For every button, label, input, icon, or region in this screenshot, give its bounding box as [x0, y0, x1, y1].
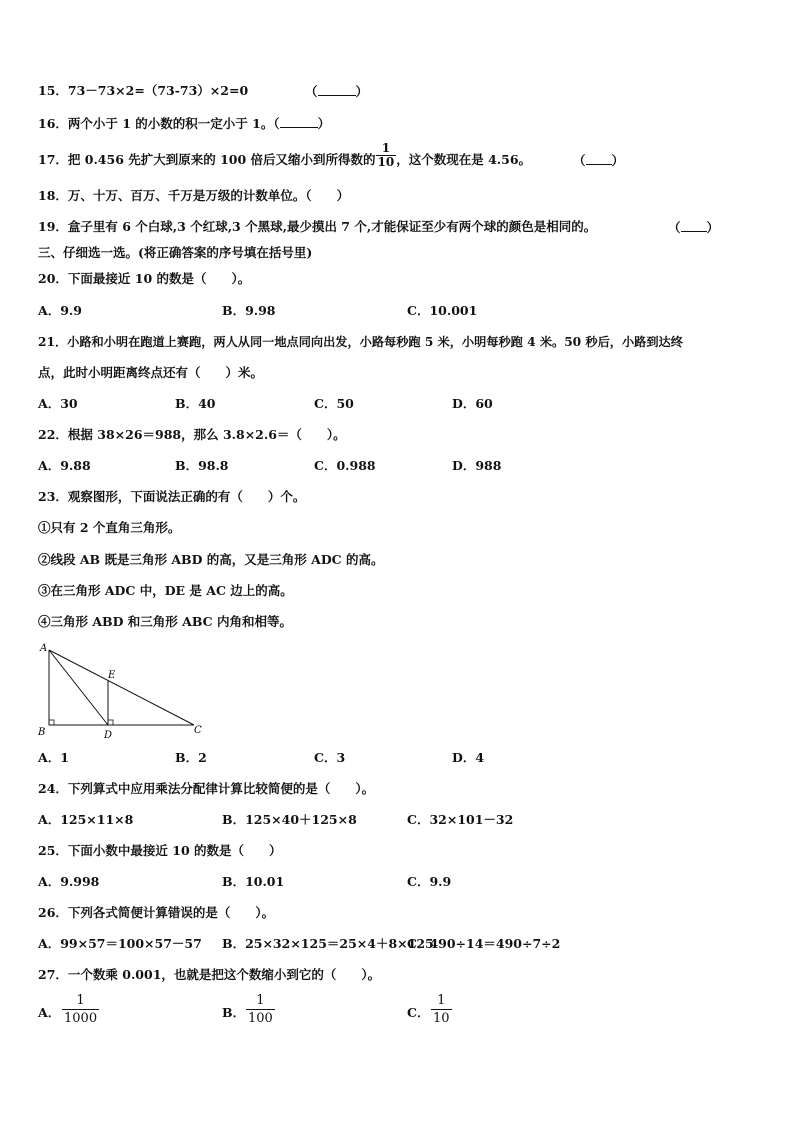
q23-option-b[interactable]: B．2	[175, 750, 207, 765]
q27-option-a-fraction[interactable]: $\frac{1}{1000}$	[64, 993, 98, 1026]
q27-option-a-label[interactable]: A．	[38, 1005, 61, 1020]
question-26: 26．下列各式简便计算错误的是（ ）。	[38, 905, 275, 920]
q27-option-c-label[interactable]: C．	[407, 1005, 430, 1020]
q20-option-b[interactable]: B．9.98	[222, 303, 276, 318]
question-17: 17．把 0.456 先扩大到原来的 100 倍后又缩小到所得数的 $\frac{1}{10}$ ，这个数现在是 4.56。	[38, 141, 532, 169]
label-b: B	[38, 727, 46, 738]
q22-option-d[interactable]: D．988	[452, 458, 502, 473]
answer-blank-19[interactable]: （ ）	[668, 220, 720, 235]
q25-option-a[interactable]: A．9.998	[38, 874, 100, 889]
q27-option-b-fraction[interactable]: $\frac{1}{100}$	[248, 993, 273, 1026]
q21-option-b[interactable]: B．40	[175, 396, 216, 411]
question-24: 24．下列算式中应用乘法分配律计算比较简便的是（ ）。	[38, 781, 375, 796]
q25-option-c[interactable]: C．9.9	[407, 874, 452, 889]
q26-option-b[interactable]: B．25×32×125＝25×4＋8×125	[222, 936, 434, 951]
q26-option-c[interactable]: C．490÷14＝490÷7÷2	[407, 936, 561, 951]
label-d: D	[104, 730, 113, 741]
q22-option-c[interactable]: C．0.988	[314, 458, 376, 473]
label-e: E	[108, 670, 116, 681]
segment-ad	[49, 650, 108, 725]
question-15: 15．73－73×2=（73-73）×2=0	[38, 83, 249, 98]
q21-option-a[interactable]: A．30	[38, 396, 78, 411]
q20-option-c[interactable]: C．10.001	[407, 303, 478, 318]
q27-option-b-label[interactable]: B．	[222, 1005, 246, 1020]
q24-option-c[interactable]: C．32×101－32	[407, 812, 514, 827]
answer-blank-16[interactable]	[280, 115, 318, 128]
triangle-figure	[34, 640, 214, 744]
q26-option-a[interactable]: A．99×57＝100×57－57	[38, 936, 202, 951]
q22-option-b[interactable]: B．98.8	[175, 458, 229, 473]
question-22: 22．根据 38×26＝988，那么 3.8×2.6＝（ ）。	[38, 427, 346, 442]
question-21-cont: 点，此时小明距离终点还有（ ）米。	[38, 365, 264, 380]
label-c: C	[194, 725, 202, 736]
q24-option-b[interactable]: B．125×40＋125×8	[222, 812, 357, 827]
answer-blank-15[interactable]: （ ）	[305, 84, 369, 99]
q20-option-a[interactable]: A．9.9	[38, 303, 82, 318]
section-heading: 三、仔细选一选。(将正确答案的序号填在括号里)	[38, 245, 313, 260]
segment-ac	[49, 650, 194, 725]
answer-blank-17[interactable]: （ ）	[573, 153, 625, 168]
q23-option-c[interactable]: C．3	[314, 750, 346, 765]
statement-1: ①只有 2 个直角三角形。	[38, 520, 181, 535]
question-25: 25．下面小数中最接近 10 的数是（ ）	[38, 843, 282, 858]
statement-4: ④三角形 ABD 和三角形 ABC 内角和相等。	[38, 614, 292, 629]
statement-3: ③在三角形 ADC 中，DE 是 AC 边上的高。	[38, 583, 293, 598]
statement-2: ②线段 AB 既是三角形 ABD 的高，又是三角形 ADC 的高。	[38, 552, 384, 567]
label-a: A	[40, 643, 48, 654]
q23-option-a[interactable]: A．1	[38, 750, 69, 765]
right-angle-d	[108, 720, 113, 725]
right-angle-b	[49, 720, 54, 725]
q23-option-d[interactable]: D．4	[452, 750, 485, 765]
fraction-one-tenth: $\frac{1}{10}$	[377, 141, 395, 169]
q25-option-b[interactable]: B．10.01	[222, 874, 285, 889]
q21-option-d[interactable]: D．60	[452, 396, 493, 411]
q21-option-c[interactable]: C．50	[314, 396, 354, 411]
q24-option-a[interactable]: A．125×11×8	[38, 812, 134, 827]
q27-option-c-fraction[interactable]: $\frac{1}{10}$	[433, 993, 450, 1026]
question-21: 21．小路和小明在跑道上赛跑，两人从同一地点同向出发，小路每秒跑 5 米，小明每秒跑 4 米。50 秒后，小路到达终	[38, 335, 683, 349]
question-18: 18．万、十万、百万、千万是万级的计数单位。（ ）	[38, 188, 350, 203]
question-20: 20．下面最接近 10 的数是（ ）。	[38, 271, 251, 286]
question-23: 23．观察图形，下面说法正确的有（ ）个。	[38, 489, 306, 504]
q22-option-a[interactable]: A．9.88	[38, 458, 91, 473]
question-16: 16．两个小于 1 的小数的积一定小于 1。（ ）	[38, 116, 331, 131]
question-19: 19．盒子里有 6 个白球,3 个红球,3 个黑球,最少摸出 7 个,才能保证至少有两个球的颜色是相同的。	[38, 219, 597, 234]
question-27: 27．一个数乘 0.001，也就是把这个数缩小到它的（ ）。	[38, 967, 381, 982]
